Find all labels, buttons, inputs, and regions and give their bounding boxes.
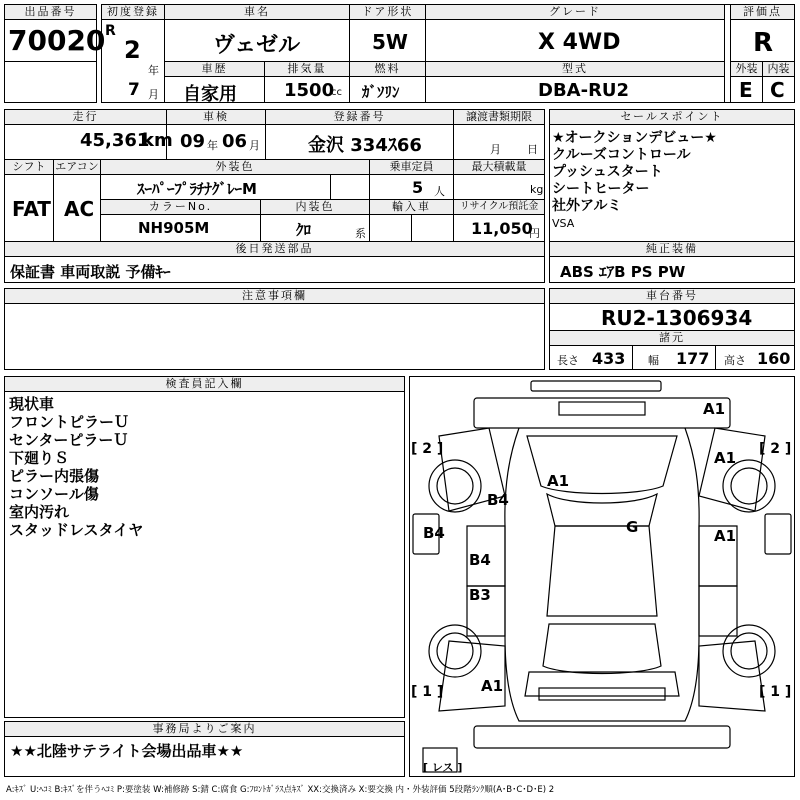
rear-panel xyxy=(474,726,730,748)
transfer-day-unit: 日 xyxy=(527,143,538,156)
sales-list xyxy=(552,130,717,232)
chassis-value: RU2-1306934 xyxy=(601,306,753,330)
door-value: 5W xyxy=(372,30,408,54)
rear-window xyxy=(543,624,661,674)
capacity-label: 乗車定員 xyxy=(369,159,454,175)
capacity-unit: 人 xyxy=(434,185,445,198)
inspector-line: コンソール傷 xyxy=(9,485,99,503)
damage-mark: G xyxy=(626,518,639,536)
tire-mark-front-left: [ 2 ] xyxy=(411,441,444,457)
sales-item: シートヒーター xyxy=(552,181,650,197)
disp-label: 排気量 xyxy=(264,61,350,77)
wheel-rear-left-inner xyxy=(437,633,473,669)
length-value: 433 xyxy=(592,349,626,368)
office-label: 事務局よりご案内 xyxy=(4,721,405,737)
damage-mark: A1 xyxy=(547,472,570,490)
insp-month: 06 xyxy=(222,131,248,152)
transfer-month-unit: 月 xyxy=(490,143,501,156)
month-unit: 月 xyxy=(148,88,159,101)
equipment-label: 純正装備 xyxy=(549,241,795,257)
lot-label: 出品番号 xyxy=(4,4,97,20)
inspector-label: 検査員記入欄 xyxy=(4,376,405,392)
damage-mark: B3 xyxy=(469,586,491,604)
damage-mark: A1 xyxy=(714,527,737,545)
history-label: 車歴 xyxy=(164,61,265,77)
transfer-label: 譲渡書類期限 xyxy=(453,109,545,125)
inspector-line: フロントピラーＵ xyxy=(9,413,130,431)
recycle-unit: 円 xyxy=(529,227,540,240)
year-unit: 年 xyxy=(148,64,159,77)
color-label: 外装色 xyxy=(100,159,370,175)
history-value: 自家用 xyxy=(183,84,237,105)
shift-value: FAT xyxy=(12,197,51,221)
damage-mark: A1 xyxy=(703,400,726,418)
score-label: 評価点 xyxy=(730,4,795,20)
int-value: C xyxy=(770,78,785,102)
name-label: 車名 xyxy=(164,4,350,20)
sales-item: クルーズコントロール xyxy=(552,147,691,163)
legend: A:ｷｽﾞ U:ﾍｺﾐ B:ｷｽﾞを伴うﾍｺﾐ P:要塗装 W:補修跡 S:錆 C:腐食 G:ﾌﾛﾝﾄｶﾞﾗｽ点ｷｽﾞ XX:交換済み X:要交換 内・外装評価 5段階ﾗﾝｸ順(A･B･C･D･E) 2 xyxy=(6,785,555,795)
front-grille xyxy=(559,402,645,415)
inspector-line: 現状車 xyxy=(9,395,55,413)
lot-blank-line xyxy=(4,61,97,62)
car-diagram xyxy=(409,376,795,777)
interior-color-label: 内装色 xyxy=(260,199,370,215)
mileage-label: 走行 xyxy=(4,109,167,125)
tire-mark-front-right: [ 2 ] xyxy=(759,441,792,457)
mileage-unit: km xyxy=(142,130,173,151)
lot-number: 70020 xyxy=(8,24,106,57)
ext-label: 外装 xyxy=(730,61,763,77)
recycle-value: 11,050 xyxy=(471,219,533,238)
spec-divider-1 xyxy=(632,345,633,370)
notes-label: 注意事項欄 xyxy=(4,288,545,304)
damage-mark: A1 xyxy=(714,449,737,467)
spec-divider-2 xyxy=(715,345,716,370)
import-label: 輸入車 xyxy=(369,199,454,215)
interior-color-unit: 系 xyxy=(355,227,366,240)
width-value: 177 xyxy=(676,349,710,368)
inspector-line: 下廻りＳ xyxy=(9,449,70,467)
capacity-value: 5 xyxy=(412,178,424,197)
grade-label: グレード xyxy=(425,4,725,20)
import-divider xyxy=(411,214,412,242)
insp-year: 09 xyxy=(180,131,206,152)
fuel-value: ｶﾞｿﾘﾝ xyxy=(362,83,400,101)
sales-item: VSA xyxy=(552,217,575,230)
rear-bumper xyxy=(539,688,665,700)
later-value: 保証書 車両取説 予備ｷｰ xyxy=(10,263,171,281)
inspector-lines xyxy=(9,395,143,539)
office-value: ★★北陸サテライト会場出品車★★ xyxy=(10,742,244,760)
sales-item: プッシュスタート xyxy=(552,164,663,180)
damage-mark: B4 xyxy=(423,524,445,542)
windshield xyxy=(547,494,657,526)
insp-month-unit: 月 xyxy=(249,139,260,152)
inspector-line: 室内汚れ xyxy=(9,503,70,521)
wheel-front-right-inner xyxy=(731,468,767,504)
inspection-label: 車検 xyxy=(166,109,266,125)
height-label: 高さ xyxy=(724,354,746,367)
colorno-value: NH905M xyxy=(138,219,210,237)
model-label: 型式 xyxy=(425,61,725,77)
ac-label: エアコン xyxy=(53,159,101,175)
inspector-line: スタッドレスタイヤ xyxy=(9,521,144,539)
length-label: 長さ xyxy=(557,354,579,367)
color-value: ｽｰﾊﾟｰﾌﾟﾗﾁﾅｸﾞﾚｰM xyxy=(137,180,257,198)
sales-label: セールスポイント xyxy=(549,109,795,125)
right-mirror xyxy=(765,514,791,554)
chassis-label: 車台番号 xyxy=(549,288,795,304)
inspector-line: ピラー内張傷 xyxy=(9,467,100,485)
ac-value: AC xyxy=(64,197,95,221)
shift-label: シフト xyxy=(4,159,54,175)
right-rear-door xyxy=(699,586,737,636)
ext-value: E xyxy=(739,78,753,102)
reg-month: 7 xyxy=(128,80,140,100)
spec-label: 諸元 xyxy=(549,330,795,346)
plate-value: 金沢 334ｽ66 xyxy=(308,135,422,156)
score-value: R xyxy=(753,28,774,58)
recycle-label: リサイクル預託金 xyxy=(453,199,545,215)
insp-year-unit: 年 xyxy=(207,139,218,152)
grade-value: X 4WD xyxy=(538,30,621,55)
interior-color-value: ｸﾛ xyxy=(296,221,312,239)
wheel-rear-right-inner xyxy=(731,633,767,669)
plate-label: 登録番号 xyxy=(265,109,454,125)
sales-item: ★オークションデビュー★ xyxy=(552,130,717,146)
load-unit: kg xyxy=(530,183,544,196)
disp-unit: cc xyxy=(331,87,342,98)
body-outline xyxy=(505,428,699,721)
fuel-label: 燃料 xyxy=(349,61,426,77)
tire-mark-rear-right: [ 1 ] xyxy=(759,684,792,700)
disp-value: 1500 xyxy=(284,80,335,101)
front-bumper xyxy=(531,381,661,391)
spare-mark: [ レス ] xyxy=(423,761,463,774)
inspector-line: センターピラーＵ xyxy=(9,431,129,449)
colorno-label: カラーNo. xyxy=(100,199,261,215)
mileage-value: 45,361 xyxy=(80,130,150,151)
int-label: 内装 xyxy=(762,61,795,77)
reg-year: 2 xyxy=(124,36,141,64)
damage-mark: B4 xyxy=(487,491,509,509)
equipment-value: ABS ｴｱB PS PW xyxy=(560,263,686,281)
model-value: DBA-RU2 xyxy=(538,80,630,101)
tire-mark-rear-left: [ 1 ] xyxy=(411,684,444,700)
first-reg-label: 初度登録 xyxy=(101,4,165,20)
interior-color-cell xyxy=(260,214,370,242)
door-label: ドア形状 xyxy=(349,4,426,20)
sales-item: 社外アルミ xyxy=(552,198,622,214)
wheel-front-left-inner xyxy=(437,468,473,504)
era: R xyxy=(105,23,116,39)
load-label: 最大積載量 xyxy=(453,159,545,175)
height-value: 160 xyxy=(757,349,791,368)
later-label: 後日発送部品 xyxy=(4,241,545,257)
roof xyxy=(547,526,657,616)
damage-mark: A1 xyxy=(481,677,504,695)
width-label: 幅 xyxy=(648,354,659,367)
color-divider xyxy=(330,174,331,200)
trunk xyxy=(525,672,679,696)
damage-mark: B4 xyxy=(469,551,491,569)
car-name: ヴェゼル xyxy=(213,33,301,58)
